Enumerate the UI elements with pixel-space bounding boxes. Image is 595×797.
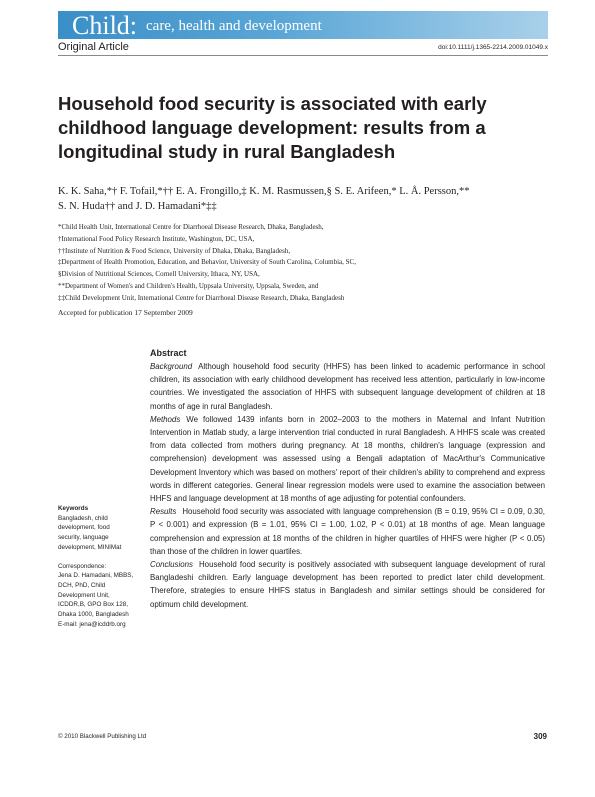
affiliation: §Division of Nutritional Sciences, Cornell University, Ithaca, NY, USA, bbox=[58, 270, 260, 279]
sidebar-notes bbox=[58, 504, 138, 629]
correspondence-line: ICDDR,B, GPO Box 128, bbox=[58, 601, 128, 609]
correspondence-email[interactable]: E-mail: jena@icddrb.org bbox=[58, 620, 126, 628]
section-text: Household food security is positively associated with subsequent language development of rural Bangladeshi children. Early language development has been reported to predict later child development. Therefore, strategies to ensure HHFS status in Bangladesh and similar settings should be considered for optimum child development. bbox=[150, 560, 545, 609]
copyright: © 2010 Blackwell Publishing Ltd bbox=[58, 733, 147, 740]
section-label: Conclusions bbox=[150, 560, 193, 570]
correspondence-line: Correspondence: bbox=[58, 562, 107, 570]
article-type: Original Article bbox=[58, 41, 129, 53]
affiliation: **Department of Women's and Children's Health, Uppsala University, Uppsala, Sweden, and bbox=[58, 281, 319, 290]
article-title bbox=[58, 92, 528, 164]
affiliation: *Child Health Unit, International Centre for Diarrhoeal Disease Research, Dhaka, Bangladesh, bbox=[58, 223, 324, 231]
affiliation: †International Food Policy Research Institute, Washington, DC, USA, bbox=[58, 234, 255, 243]
keyword-line: development, MINIMat bbox=[58, 543, 122, 551]
journal-subtitle: care, health and development bbox=[146, 18, 322, 34]
author-list bbox=[58, 184, 528, 214]
affiliation-list bbox=[58, 222, 538, 305]
correspondence-line: Jena D. Hamadani, MBBS, bbox=[58, 572, 134, 580]
abstract bbox=[150, 347, 545, 611]
accepted-date: Accepted for publication 17 September 2009 bbox=[58, 308, 193, 317]
abstract-methods bbox=[150, 413, 545, 505]
section-label: Methods bbox=[150, 414, 181, 424]
abstract-conclusions bbox=[150, 558, 545, 611]
doi-link[interactable]: doi:10.1111/j.1365-2214.2009.01049.x bbox=[438, 44, 548, 51]
keyword-line: Bangladesh, child bbox=[58, 514, 108, 522]
author-line: S. N. Huda†† and J. D. Hamadani*‡‡ bbox=[58, 201, 217, 212]
journal-name: Child: bbox=[72, 11, 138, 40]
author-line: K. K. Saha,*† F. Tofail,*†† E. A. Frongillo,‡ K. M. Rasmussen,§ S. E. Arifeen,* L. Å. Persson,** bbox=[58, 186, 470, 197]
correspondence-block bbox=[58, 562, 138, 630]
header-divider bbox=[58, 55, 548, 56]
page-number: 309 bbox=[533, 732, 547, 741]
keywords-heading: Keywords bbox=[58, 505, 89, 512]
title-line: longitudinal study in rural Bangladesh bbox=[58, 141, 396, 162]
keyword-line: development, food bbox=[58, 524, 110, 532]
affiliation: ‡Department of Health Promotion, Education, and Behavior, University of South Carolina, Columbia, SC, bbox=[58, 258, 356, 267]
abstract-results bbox=[150, 505, 545, 558]
keyword-line: security, language bbox=[58, 534, 109, 542]
abstract-heading: Abstract bbox=[150, 348, 187, 358]
section-text: Although household food security (HHFS) has been linked to academic performance in school children, its association with early childhood development has received less attention, particularly in low-income countries. We investigated the association of HHFS with subsequent language development of children at 18 months of age in rural Bangladesh. bbox=[150, 362, 545, 411]
journal-banner bbox=[58, 11, 548, 39]
correspondence-line: Dhaka 1000, Bangladesh bbox=[58, 611, 129, 619]
abstract-background bbox=[150, 360, 545, 413]
title-line: Household food security is associated with early bbox=[58, 93, 487, 114]
correspondence-line: DCH, PhD, Child bbox=[58, 581, 106, 589]
section-label: Background bbox=[150, 362, 193, 371]
section-label: Results bbox=[150, 507, 177, 517]
title-line: childhood language development: results from a bbox=[58, 117, 486, 138]
section-text: Household food security was associated with language comprehension (B = 0.19, 95% CI = 0.09, 0.30, P < 0.001) and expression (B = 1.01, 95% CI = 1.00, 1.02, P < 0.01) at 18 months of age. Mean language comprehension and expression at 18 months of the children in higher quartiles of HHFS were higher (P < 0.05) than those of the children in lower quartiles. bbox=[150, 507, 545, 556]
affiliation: ‡‡Child Development Unit, International Centre for Diarrhoeal Disease Research, Dhaka, Bangladesh bbox=[58, 293, 345, 302]
affiliation: ††Institute of Nutrition & Food Science, University of Dhaka, Dhaka, Bangladesh, bbox=[58, 246, 291, 255]
section-text: We followed 1439 infants born in 2002–2003 to the mothers in Maternal and Infant Nutrition Intervention in Matlab study, a large intervention trial conducted in rural Bangladesh. A HHFS scale was created from data collected from mothers during pregnancy. At 18 months, children's language (expression and comprehension) development was assessed using a Bengali adaptation of MacArthur's Communicative Development Inventory which was based on mothers' report of their children's ability to comprehend and express words in different categories. General linear regression models were used to examine the association between HHFS and language development at 18 months of age adjusting for potential confounders. bbox=[150, 414, 545, 504]
correspondence-line: Development Unit, bbox=[58, 591, 110, 599]
